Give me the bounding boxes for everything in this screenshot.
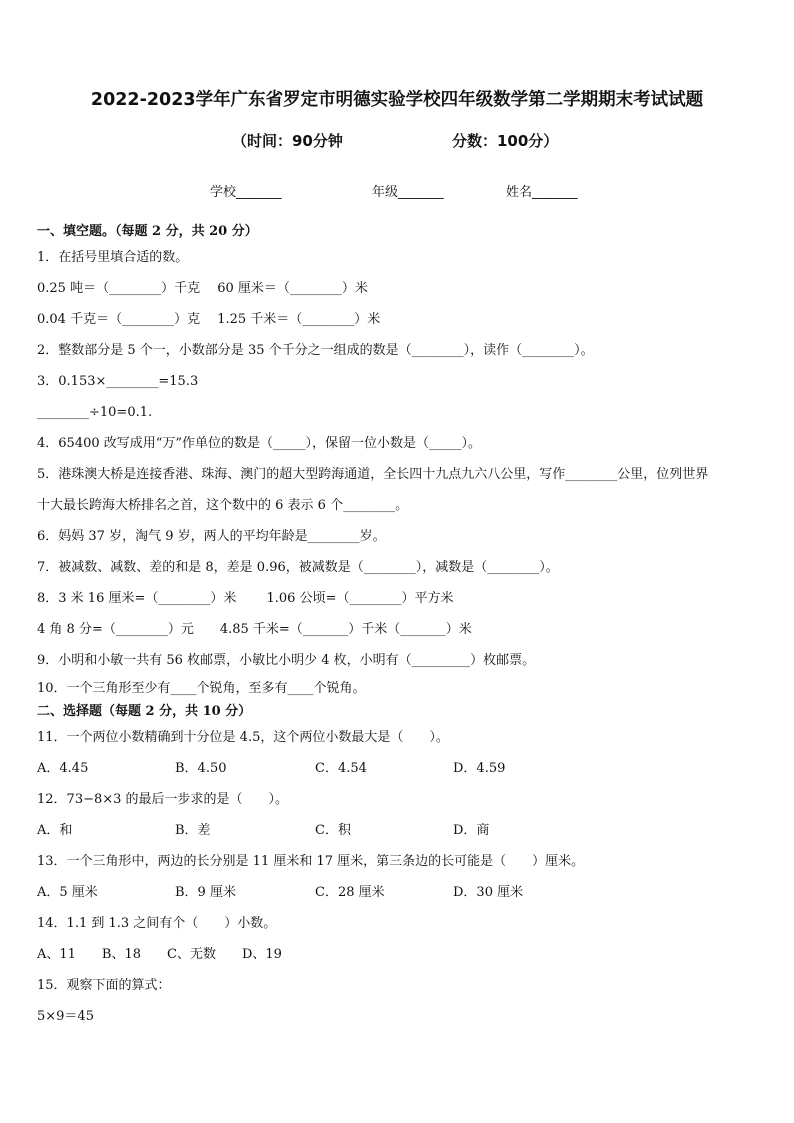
question-3: 3．0.153×________=15.3 — [37, 374, 199, 389]
question-3-line-b: ________÷10=0.1. — [37, 405, 153, 420]
name-field: 姓名_______ — [506, 185, 578, 200]
question-body — [37, 222, 761, 1032]
option-c: C．4.54 — [315, 761, 367, 776]
question-5-line-b: 十大最长跨海大桥排名之首，这个数中的 6 表示 6 个________。 — [37, 498, 409, 513]
section-heading-fill-blank: 一、填空题。（每题 2 分，共 20 分） — [37, 224, 258, 239]
question-11-options — [37, 753, 761, 784]
option-d: D．30 厘米 — [453, 885, 524, 900]
option-d: D．4.59 — [453, 761, 506, 776]
question-4: 4．65400 改写成用“万”作单位的数是（_____），保留一位小数是（_____）。 — [37, 436, 482, 451]
question-14-options: A、11 B、18 C、无数 D、19 — [37, 947, 282, 962]
question-11: 11．一个两位小数精确到十分位是 4.5，这个两位小数最大是（ ）。 — [37, 730, 449, 745]
question-1: 1．在括号里填合适的数。 — [37, 250, 189, 265]
question-5: 5．港珠澳大桥是连接香港、珠海、澳门的超大型跨海通道，全长四十九点九六八公里，写作________公里，位列世界 — [37, 467, 709, 482]
exam-score: 分数：100分） — [452, 132, 559, 150]
question-12: 12．73−8×3 的最后一步求的是（ ）。 — [37, 792, 289, 807]
option-c: C．积 — [315, 823, 351, 838]
question-6: 6．妈妈 37 岁，淘气 9 岁，两人的平均年龄是________岁。 — [37, 529, 386, 544]
option-a: A．4.45 — [37, 761, 89, 776]
question-8: 8．3 米 16 厘米=（________）米 1.06 公顷=（________）平方米 — [37, 591, 454, 606]
option-d: D．商 — [453, 823, 490, 838]
question-13-options — [37, 877, 761, 908]
option-b: B．9 厘米 — [175, 885, 236, 900]
question-1-line-b: 0.04 千克＝（________）克 1.25 千米＝（________）米 — [37, 312, 381, 327]
question-7: 7．被减数、减数、差的和是 8，差是 0.96，被减数是（________），减数是（________）。 — [37, 560, 559, 575]
school-field: 学校_______ — [210, 185, 282, 200]
option-b: B．4.50 — [175, 761, 227, 776]
section-heading-multiple-choice: 二、选择题（每题 2 分，共 10 分） — [37, 704, 252, 719]
option-b: B．差 — [175, 823, 211, 838]
question-15: 15．观察下面的算式： — [37, 978, 171, 993]
grade-field: 年级_______ — [372, 185, 444, 200]
option-a: A．5 厘米 — [37, 885, 98, 900]
question-2: 2．整数部分是 5 个一，小数部分是 35 个千分之一组成的数是（________），读作（________）。 — [37, 343, 594, 358]
question-12-options — [37, 815, 761, 846]
option-a: A．和 — [37, 823, 73, 838]
exam-time: （时间：90分钟 — [232, 132, 343, 150]
question-8-line-b: 4 角 8 分=（________）元 4.85 千米=（_______）千米（_______）米 — [37, 622, 472, 637]
question-1-line-a: 0.25 吨＝（________）千克 60 厘米＝（________）米 — [37, 281, 368, 296]
page-title: 2022-2023学年广东省罗定市明德实验学校四年级数学第二学期期末考试试题 — [90, 90, 704, 110]
option-c: C．28 厘米 — [315, 885, 385, 900]
question-15-line-a: 5×9＝45 — [37, 1009, 94, 1024]
question-13: 13．一个三角形中，两边的长分别是 11 厘米和 17 厘米，第三条边的长可能是（ ）厘米。 — [37, 854, 585, 869]
question-9: 9．小明和小敏一共有 56 枚邮票，小敏比小明少 4 枚，小明有（_________）枚邮票。 — [37, 653, 536, 668]
question-10: 10．一个三角形至少有____个锐角，至多有____个锐角。 — [37, 681, 366, 696]
question-14: 14．1.1 到 1.3 之间有个（ ）小数。 — [37, 916, 277, 931]
